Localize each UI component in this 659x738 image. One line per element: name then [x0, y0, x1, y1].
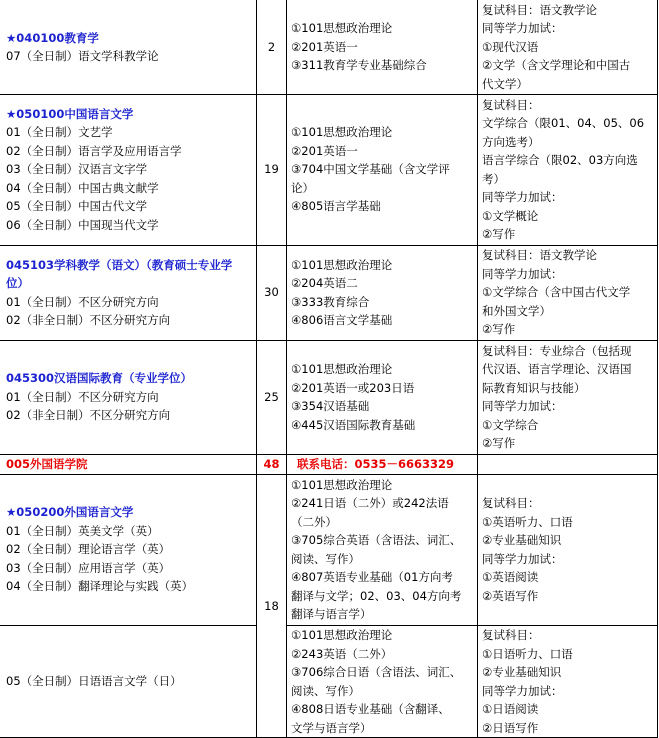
program-line: 01（全日制）不区分研究方向	[6, 294, 159, 309]
empty-cell	[477, 454, 658, 474]
note-line: 方向选考）	[482, 134, 540, 149]
table-row	[0, 340, 658, 454]
enrollment-count: 19	[256, 94, 286, 245]
exam-subjects-cell	[286, 625, 477, 738]
program-cell	[0, 0, 256, 94]
program-line: 06（全日制）中国现当代文学	[6, 217, 159, 232]
notes-cell	[477, 94, 658, 245]
notes-cell	[477, 340, 658, 454]
note-line: 复试科目：	[482, 496, 540, 510]
exam-line: ③705综合英语（含语法、词汇、	[291, 533, 462, 547]
note-line: ②专业基础知识	[482, 533, 562, 547]
exam-line: ③333教育综合	[291, 294, 370, 309]
program-line: 04（全日制）中国古典文献学	[6, 180, 159, 195]
exam-subjects-cell	[286, 474, 477, 625]
note-line: 际教育知识与技能）	[482, 380, 586, 395]
exam-line: ②201英语一或203日语	[291, 380, 415, 395]
college-count: 48	[263, 456, 280, 471]
program-line: 02（全日制）语言学及应用语言学	[6, 143, 182, 158]
exam-line: ②241日语（二外）或242法语	[291, 496, 449, 510]
note-line: 考）	[482, 171, 505, 186]
notes-cell	[477, 625, 658, 738]
note-line: 同等学力加试：	[482, 21, 563, 36]
note-line: ②专业基础知识	[482, 665, 562, 679]
program-line: 05（全日制）中国古代文学	[6, 199, 148, 214]
exam-line: ④445汉语国际教育基础	[291, 417, 416, 432]
exam-line: 翻译与文学；02、03、04方向考	[291, 588, 462, 603]
discipline-heading: 045103学科教学（语文）（教育硕士专业学	[6, 257, 233, 272]
program-line: 02（全日制）理论语言学（英）	[6, 542, 171, 557]
discipline-heading: ★050200外国语言文学	[6, 505, 134, 520]
exam-line: ③354汉语基础	[291, 399, 370, 413]
exam-line: 阅读、写作）	[291, 551, 360, 566]
college-name: 005外国语学院	[6, 456, 88, 471]
exam-line: ③704中国文学基础（含文学评	[291, 162, 450, 177]
discipline-heading: ★050100中国语言文学	[6, 106, 134, 121]
note-line: ①英语阅读	[482, 570, 539, 584]
note-line: 文学综合（限01、04、05、06	[482, 116, 645, 130]
exam-line: ④808日语专业基础（含翻译、	[291, 702, 450, 716]
program-line: 01（全日制）不区分研究方向	[6, 389, 159, 404]
note-line: 复试科目：	[482, 97, 540, 112]
note-line: 复试科目：语文教学论	[482, 2, 597, 17]
program-line: 05（全日制）日语语言文学（日）	[6, 674, 182, 689]
exam-subjects-cell	[286, 245, 477, 340]
program-cell	[0, 340, 256, 454]
note-line: 同等学力加试：	[482, 551, 563, 566]
note-line: ①英语听力、口语	[482, 514, 573, 529]
note-line: 代文学）	[482, 76, 528, 91]
row-divider	[0, 340, 658, 341]
exam-line: ①101思想政治理论	[291, 362, 393, 376]
notes-cell	[477, 474, 658, 625]
college-count-cell	[256, 454, 286, 474]
note-line: ①文学概论	[482, 208, 539, 223]
exam-line: ④806语言文学基础	[291, 313, 393, 327]
note-line: ②日语写作	[482, 720, 539, 735]
row-divider	[0, 454, 658, 455]
college-contact: 联系电话：0535－6663329	[297, 456, 455, 471]
note-line: ①日语听力、口语	[482, 646, 573, 661]
row-divider	[0, 94, 658, 95]
exam-subjects-cell	[286, 94, 477, 245]
college-header-row	[0, 454, 658, 474]
enrollment-count: 30	[256, 245, 286, 340]
college-name-cell	[0, 454, 256, 474]
row-divider	[0, 474, 658, 475]
note-line: ②写作	[482, 322, 516, 337]
note-line: ①文学综合（含中国古代文学	[482, 285, 631, 300]
table-row	[0, 245, 658, 340]
exam-line: 阅读、写作）	[291, 683, 360, 698]
merged-count-row	[0, 474, 286, 738]
enrollment-count: 2	[256, 0, 286, 94]
enrollment-count: 18	[256, 474, 287, 738]
notes-cell	[477, 245, 658, 340]
table-row	[0, 0, 658, 94]
exam-line: ①101思想政治理论	[291, 125, 393, 140]
exam-line: ③311教育学专业基础综合	[291, 58, 427, 73]
exam-line: 翻译与语言学）	[291, 607, 372, 621]
notes-cell	[477, 0, 658, 94]
note-line: ①日语阅读	[482, 702, 539, 716]
exam-line: ②201英语一	[291, 39, 358, 54]
note-line: 复试科目：专业综合（包括现	[482, 343, 632, 358]
program-line: 02（非全日制）不区分研究方向	[6, 408, 171, 423]
note-line: 语言学综合（限02、03方向选	[482, 153, 638, 167]
exam-line: ①101思想政治理论	[291, 21, 393, 36]
exam-line: ①101思想政治理论	[291, 477, 393, 492]
program-line: 03（全日制）应用语言学（英）	[6, 560, 171, 575]
note-line: 代汉语、语言学理论、汉语国	[482, 362, 632, 376]
note-line: 和外国文学）	[482, 303, 551, 318]
college-contact-cell	[286, 454, 477, 474]
row-divider	[0, 245, 658, 246]
exam-line: （二外）	[291, 514, 337, 529]
discipline-heading: 位）	[6, 276, 29, 290]
note-line: ②写作	[482, 436, 516, 450]
exam-line: ④805语言学基础	[291, 199, 381, 214]
program-line: 01（全日制）文艺学	[6, 125, 113, 140]
exam-line: ③706综合日语（含语法、词汇、	[291, 665, 462, 679]
note-line: ①文学综合	[482, 417, 539, 432]
exam-line: ②201英语一	[291, 143, 358, 158]
exam-line: ④807英语专业基础（01方向考	[291, 570, 453, 584]
note-line: 同等学力加试：	[482, 266, 563, 281]
program-line: 04（全日制）翻译理论与实践（英）	[6, 579, 194, 594]
program-line: 02（非全日制）不区分研究方向	[6, 313, 171, 327]
exam-line: ①101思想政治理论	[291, 628, 393, 642]
note-line: 同等学力加试：	[482, 399, 563, 413]
program-cell	[0, 245, 256, 340]
exam-line: ②243英语（二外）	[291, 646, 393, 661]
note-line: ②写作	[482, 227, 516, 241]
exam-line: ①101思想政治理论	[291, 257, 393, 272]
program-line: 03（全日制）汉语言文字学	[6, 162, 148, 177]
exam-line: 论）	[291, 180, 314, 195]
program-line: 01（全日制）英美文学（英）	[6, 523, 159, 538]
row-divider	[286, 625, 658, 626]
note-line: 同等学力加试：	[482, 190, 563, 204]
row-divider	[0, 625, 256, 626]
note-line: ①现代汉语	[482, 39, 539, 54]
exam-subjects-cell	[286, 0, 477, 94]
enrollment-count: 25	[256, 340, 286, 454]
discipline-heading: 045300汉语国际教育（专业学位）	[6, 371, 193, 386]
program-cell	[0, 94, 256, 245]
exam-line: ②204英语二	[291, 276, 358, 290]
note-line: 复试科目：语文教学论	[482, 248, 597, 263]
exam-line: 文学与语言学）	[291, 720, 372, 735]
note-line: 复试科目：	[482, 628, 540, 642]
note-line: ②英语写作	[482, 588, 539, 603]
exam-subjects-cell	[286, 340, 477, 454]
program-line: 07（全日制）语文学科教学论	[6, 49, 159, 63]
discipline-heading: ★040100教育学	[6, 30, 99, 45]
table-row	[0, 94, 658, 245]
note-line: ②文学（含文学理论和中国古	[482, 58, 631, 73]
note-line: 同等学力加试：	[482, 683, 563, 698]
